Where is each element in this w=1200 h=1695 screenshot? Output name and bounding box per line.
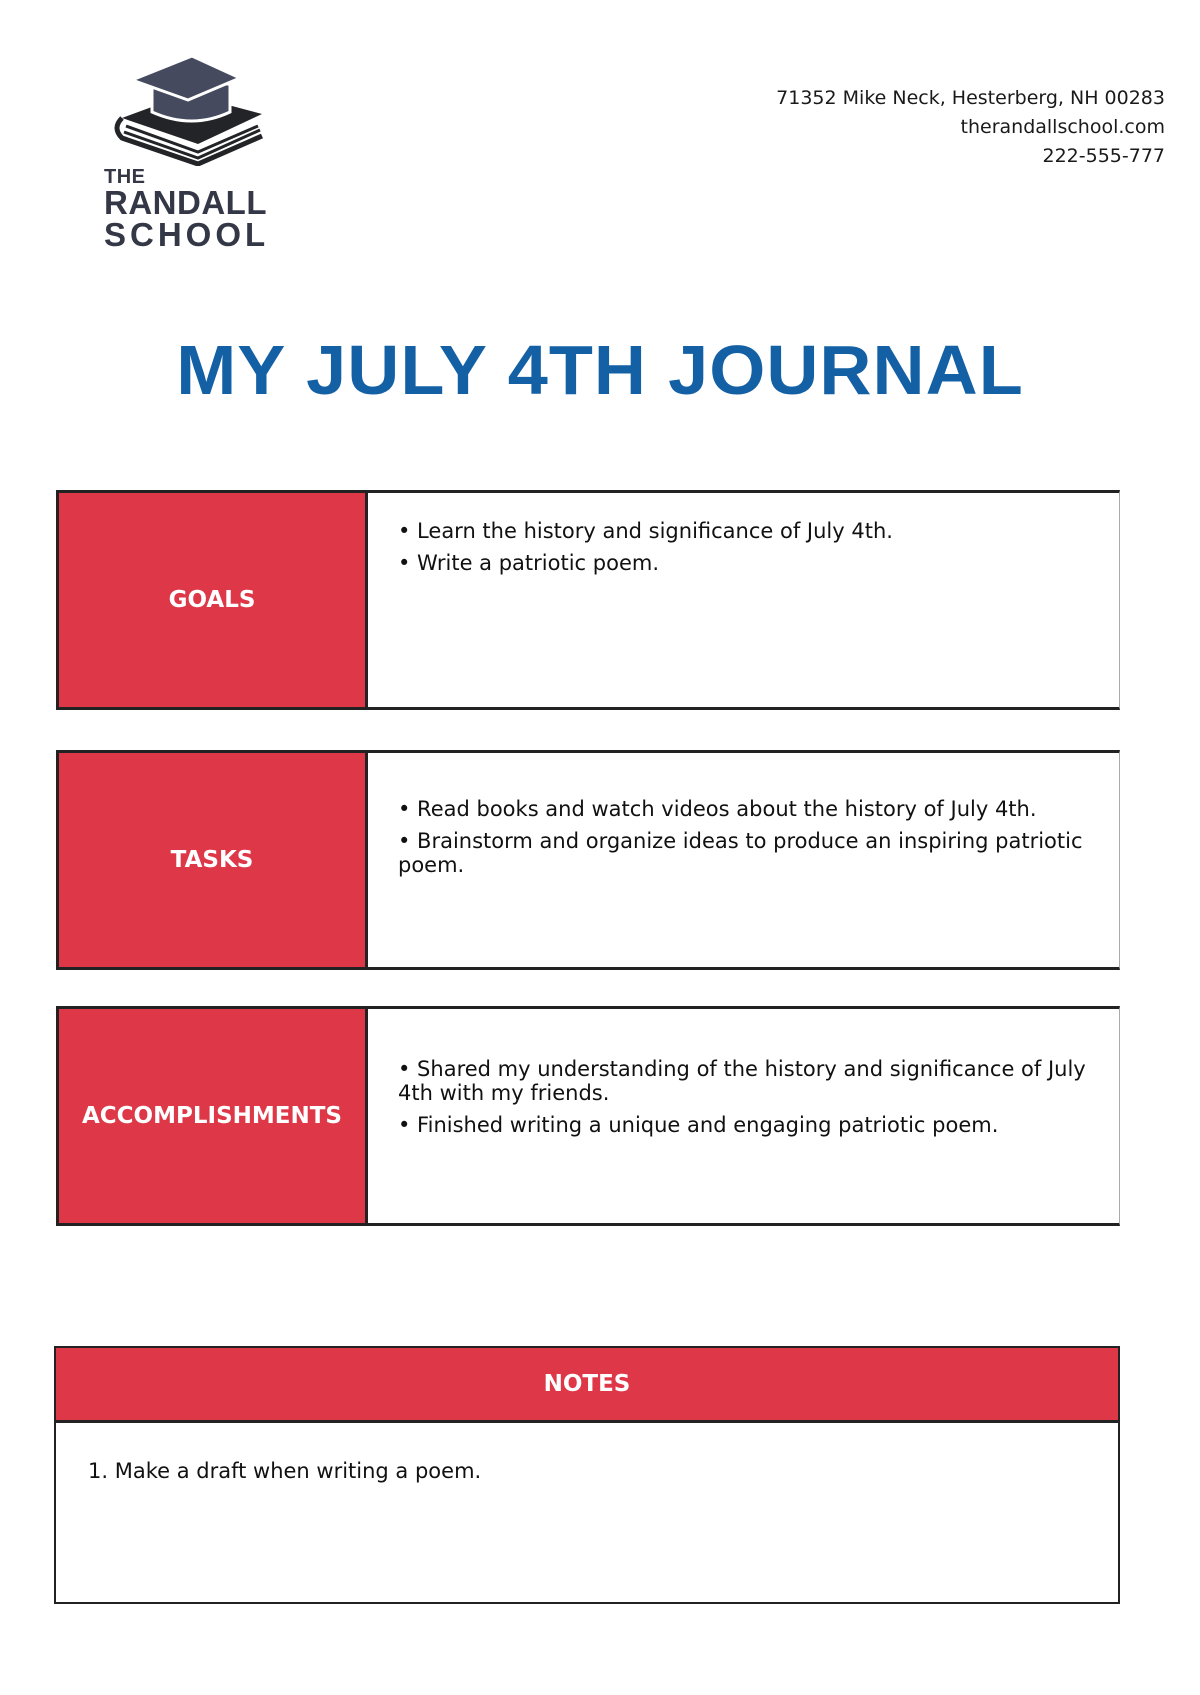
note-item: 1. Make a draft when writing a poem. [88,1459,482,1483]
accomplishments-section [56,1006,1120,1226]
accomplishment-item: • Shared my understanding of the history and significance of July 4th with my friends. [398,1057,1086,1105]
tasks-content [368,753,1119,967]
address: 71352 Mike Neck, Hesterberg, NH 00283 [776,87,1165,109]
page-title: MY JULY 4TH JOURNAL [176,331,1024,409]
graduation-cap-on-book-icon [112,56,272,166]
notes-section [54,1346,1120,1604]
logo-text-randall: RANDALL [104,184,267,221]
accomplishments-label: ACCOMPLISHMENTS [59,1009,368,1223]
logo-text-school: SCHOOL [104,216,270,253]
goals-content [368,493,1119,707]
goals-label: GOALS [59,493,368,707]
contact-info [776,84,1165,171]
accomplishment-item: • Finished writing a unique and engaging patriotic poem. [398,1113,999,1137]
tasks-label: TASKS [59,753,368,967]
goal-item: • Learn the history and significance of July 4th. [398,519,893,543]
tasks-section [56,750,1120,970]
website-link[interactable]: therandallschool.com [960,116,1165,138]
accomplishments-content [368,1009,1119,1223]
phone-number: 222-555-777 [1042,145,1165,167]
goal-item: • Write a patriotic poem. [398,551,659,575]
notes-header: NOTES [56,1348,1118,1423]
notes-body [56,1423,1118,1519]
task-item: • Brainstorm and organize ideas to produce an inspiring patriotic poem. [398,829,1083,877]
logo-text-the: THE [104,166,146,188]
task-item: • Read books and watch videos about the history of July 4th. [398,797,1037,821]
goals-section [56,490,1120,710]
